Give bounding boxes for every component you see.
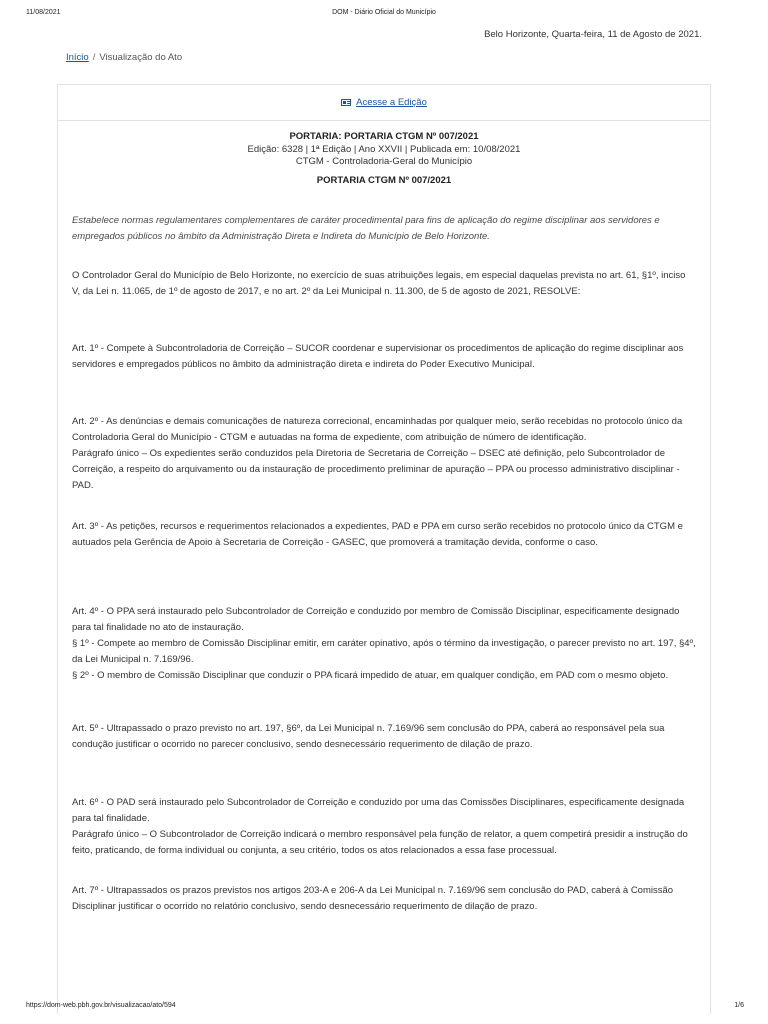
department: CTGM - Controladoria-Geral do Município xyxy=(295,156,473,167)
article-6-text: Art. 6º - O PAD será instaurado pelo Subcontrolador de Correição e conduzido por uma das Comissões Disciplinares, especificamente designada para tal finalidade. xyxy=(72,797,685,824)
article-4 xyxy=(72,604,696,684)
article-2 xyxy=(72,414,696,494)
act-card xyxy=(57,84,711,1014)
print-title: DOM - Diário Oficial do Município xyxy=(332,9,436,16)
article-2-paragraph: Parágrafo único – Os expedientes serão conduzidos pela Diretoria de Secretaria de Correição – DSEC até definição, pelo Subcontrolador de Correição, a respeito do arquivamento ou da instauração de procedimento preliminar de apuração – PPA ou processo administrativo disciplinar - PAD. xyxy=(72,448,680,491)
newspaper-icon xyxy=(341,99,351,106)
article-4-text: Art. 4º - O PPA será instaurado pelo Subcontrolador de Correição e conduzido por membro de Comissão Disciplinar, especificamente designado para tal finalidade no ato de instauração. xyxy=(72,606,680,633)
breadcrumb xyxy=(66,52,182,63)
print-date: 11/08/2021 xyxy=(26,9,61,16)
act-title: PORTARIA: PORTARIA CTGM Nº 007/2021 xyxy=(289,131,479,142)
article-4-paragraph-2: § 2º - O membro de Comissão Disciplinar que conduzir o PPA ficará impedido de atuar, em qualquer condição, em PAD com o mesmo objeto. xyxy=(72,670,669,681)
article-5: Art. 5º - Ultrapassado o prazo previsto no art. 197, §6º, da Lei Municipal n. 7.169/96 sem conclusão do PPA, caberá ao responsável pela sua condução justificar o ocorrido no parecer conclusivo, sendo desnecessário requerimento de dilação de prazo. xyxy=(72,723,665,750)
article-6-paragraph: Parágrafo único – O Subcontrolador de Correição indicará o membro responsável pela função de relator, a quem competirá presidir a instrução do feito, praticando, de forma individual ou conjunta, a seu critério, todos os atos relacionados a essa fase processual. xyxy=(72,829,688,856)
act-subtitle: PORTARIA CTGM Nº 007/2021 xyxy=(316,174,452,186)
article-4-paragraph-1: § 1º - Compete ao membro de Comissão Disciplinar emitir, em caráter opinativo, após o término da investigação, o parecer previsto no art. 197, §4º, da Lei Municipal n. 7.169/96. xyxy=(72,638,696,665)
article-1: Art. 1º - Compete à Subcontroladoria de Correição – SUCOR coordenar e supervisionar os procedimentos de aplicação do regime disciplinar aos servidores e empregados públicos no âmbito da administração direta e indireta do Poder Executivo Municipal. xyxy=(72,343,684,370)
breadcrumb-home-link[interactable]: Início xyxy=(66,52,89,63)
print-header xyxy=(0,9,768,21)
edition-link[interactable] xyxy=(341,97,427,108)
article-3: Art. 3º - As petições, recursos e requerimentos relacionados a expedientes, PAD e PPA em curso serão recebidos no protocolo único da CTGM e autuados pela Gerência de Apoio à Secretaria de Correição - GASEC, que promoverá a tramitação devida, conforme o caso. xyxy=(72,521,683,548)
breadcrumb-separator: / xyxy=(92,52,96,63)
article-2-text: Art. 2º - As denúncias e demais comunicações de natureza correcional, encaminhadas por qualquer meio, serão recebidas no protocolo único da Controladoria Geral do Município - CTGM e autuadas na forma de expediente, com atribuição de número de identificação. xyxy=(72,416,683,443)
article-6 xyxy=(72,795,696,859)
article-7: Art. 7º - Ultrapassados os prazos previstos nos artigos 203-A e 206-A da Lei Municipal n. 7.169/96 sem conclusão do PAD, caberá à Comissão Disciplinar justificar o ocorrido no relatório conclusivo, sendo desnecessário requerimento de dilação de prazo. xyxy=(72,885,674,912)
preamble: O Controlador Geral do Município de Belo Horizonte, no exercício de suas atribuições legais, em especial daquelas prevista no art. 61, §1º, inciso V, da Lei n. 11.065, de 1º de agosto de 2017, e no art. 2º da Lei Municipal n. 11.300, de 5 de agosto de 2021, RESOLVE: xyxy=(72,270,686,297)
print-url: https://dom-web.pbh.gov.br/visualizacao/ato/594 xyxy=(26,1002,176,1009)
city-date: Belo Horizonte, Quarta-feira, 11 de Agosto de 2021. xyxy=(484,29,702,40)
edition-info: Edição: 6328 | 1ª Edição | Ano XXVII | Publicada em: 10/08/2021 xyxy=(247,143,521,155)
page-number: 1/6 xyxy=(734,1002,744,1009)
act-header xyxy=(58,131,710,187)
card-header xyxy=(58,85,710,121)
ementa: Estabelece normas regulamentares complementares de caráter procedimental para fins de aplicação do regime disciplinar aos servidores e empregados públicos no âmbito da Administração Direta e Indireta do Município de Belo Horizonte. xyxy=(72,215,660,242)
breadcrumb-current: Visualização do Ato xyxy=(99,52,183,63)
print-footer xyxy=(0,1002,768,1014)
edition-link-label: Acesse a Edição xyxy=(356,97,427,108)
